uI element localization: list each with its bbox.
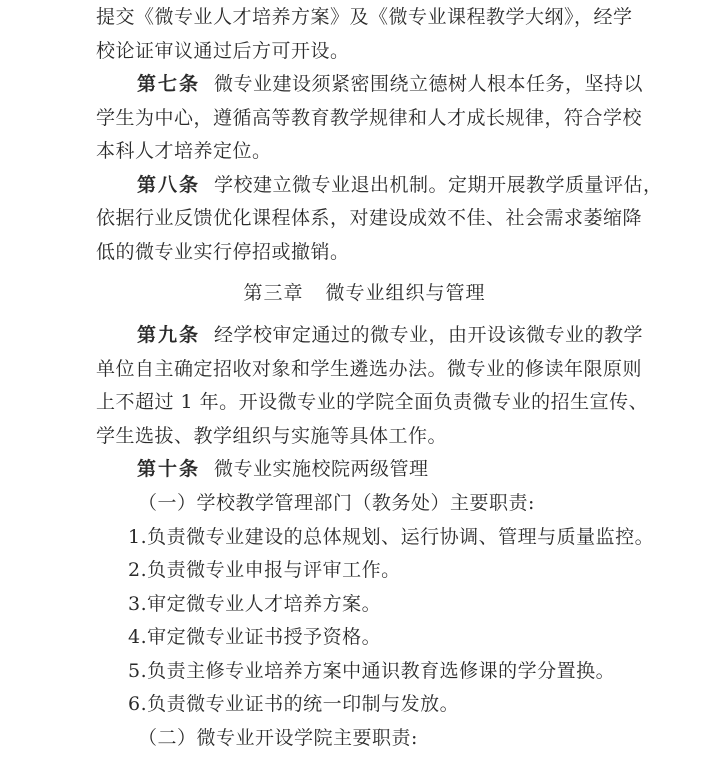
text-line: 校论证审议通过后方可开设。 [96, 40, 350, 62]
text-line: 依据行业反馈优化课程体系，对建设成效不佳、社会需求萎缩降 [96, 207, 643, 229]
article-10-line [0, 452, 711, 486]
list-item: 5.负责主修专业培养方案中通识教育选修课的学分置换。 [128, 660, 616, 682]
article-9-label: 第九条 [137, 324, 201, 346]
text-line: 提交《微专业人才培养方案》及《微专业课程教学大纲》，经学 [96, 6, 633, 28]
list-item: 4.审定微专业证书授予资格。 [128, 626, 382, 648]
article-10-label: 第十条 [137, 458, 201, 480]
article-7-text: 微专业建设须紧密围绕立德树人根本任务，坚持以 [214, 73, 644, 95]
text-line: 单位自主确定招收对象和学生遴选办法。微专业的修读年限原则 [96, 358, 643, 380]
text-line: 低的微专业实行停招或撤销。 [96, 241, 350, 263]
text-line: 学生为中心，遵循高等教育教学规律和人才成长规律，符合学校 [96, 107, 643, 129]
chapter-number: 第三章 [243, 282, 304, 304]
text-line: 学生选拔、教学组织与实施等具体工作。 [96, 425, 448, 447]
article-8-label: 第八条 [137, 174, 201, 196]
list-item: 3.审定微专业人才培养方案。 [128, 593, 382, 615]
article-9-line [0, 318, 711, 352]
text-line: 上不超过 1 年。开设微专业的学院全面负责微专业的招生宣传、 [96, 391, 649, 413]
article-7-line [0, 67, 711, 101]
section-1-heading: （一）学校教学管理部门（教务处）主要职责: [138, 492, 535, 514]
article-7-label: 第七条 [137, 73, 201, 95]
article-8-line [0, 168, 711, 202]
article-9-text: 经学校审定通过的微专业，由开设该微专业的教学 [214, 324, 644, 346]
article-8-text: 学校建立微专业退出机制。定期开展教学质量评估， [214, 174, 663, 196]
text-line: 本科人才培养定位。 [96, 140, 272, 162]
chapter-heading [0, 276, 711, 310]
section-2-heading: （二）微专业开设学院主要职责: [138, 727, 418, 749]
chapter-title: 微专业组织与管理 [325, 282, 486, 304]
list-item: 6.负责微专业证书的统一印制与发放。 [128, 693, 460, 715]
list-item: 1.负责微专业建设的总体规划、运行协调、管理与质量监控。 [128, 526, 655, 548]
list-item: 2.负责微专业申报与评审工作。 [128, 559, 401, 581]
article-10-text: 微专业实施校院两级管理 [214, 458, 429, 480]
